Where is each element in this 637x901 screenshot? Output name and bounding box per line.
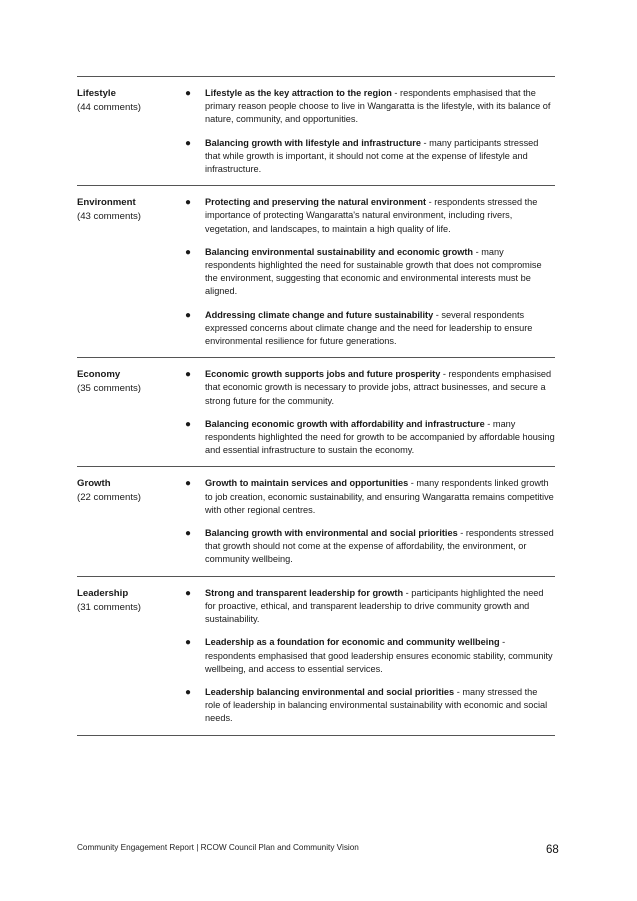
table-row [77, 358, 555, 467]
row-items [187, 196, 555, 348]
row-comment-count: (35 comments) [77, 383, 141, 395]
item-text: - respondents stressed the importance of protecting Wangaratta's natural environment, including rivers, vegetation, and landscapes, to maintain a high quality of life. [205, 197, 538, 234]
bullet-icon: ● [185, 369, 192, 381]
bullet-icon: ● [185, 637, 192, 649]
item-text: - several respondents expressed concerns about climate change and the need for leadership to ensure environmental resilience for future generations. [205, 309, 533, 347]
footer-text: Community Engagement Report | RCOW Council Plan and Community Vision [77, 843, 359, 852]
item-text: - respondents emphasised that economic growth is necessary to provide jobs, attract businesses, and secure a strong future for the community. [205, 369, 552, 406]
item-text: - respondents emphasised that the primary reason people choose to live in Wangaratta is the lifestyle, with its balance of nature, community, and opportunities. [205, 88, 551, 125]
row-comment-count: (44 comments) [77, 102, 141, 113]
item-text: - many respondents highlighted the need for sustainable growth that does not compromise the environment, suggesting that economic and environmental interests must be aligned. [205, 246, 542, 297]
item-heading: Balancing growth with lifestyle and infrastructure [205, 137, 421, 148]
bullet-icon: ● [185, 246, 192, 258]
list-item [187, 477, 555, 517]
item-text: - participants highlighted the need for proactive, ethical, and transparent leadership to drive community growth and sustainability. [205, 587, 544, 625]
row-title: Environment [77, 197, 136, 209]
item-heading: Protecting and preserving the natural environment [205, 197, 427, 208]
row-items [187, 368, 555, 457]
row-comment-count: (22 comments) [77, 492, 141, 504]
list-item [187, 418, 555, 458]
row-title: Economy [77, 369, 121, 381]
item-text: - respondents stressed that growth should not come at the expense of affordability, the environment, or community wellbeing. [205, 528, 554, 565]
item-heading: Lifestyle as the key attraction to the region [205, 88, 392, 98]
row-title: Growth [77, 478, 111, 490]
item-heading: Leadership balancing environmental and social priorities [205, 686, 455, 697]
item-heading: Leadership as a foundation for economic and community wellbeing [205, 637, 500, 648]
item-heading: Balancing economic growth with affordability and infrastructure [205, 418, 485, 429]
table-row [77, 577, 555, 736]
row-comment-count: (31 comments) [77, 601, 141, 613]
bullet-icon: ● [185, 686, 192, 698]
row-label [77, 368, 187, 457]
bullet-icon: ● [185, 528, 192, 540]
list-item [187, 686, 555, 726]
item-heading: Balancing environmental sustainability and economic growth [205, 246, 474, 257]
row-label [77, 196, 187, 348]
row-items [187, 587, 555, 726]
list-item [187, 137, 555, 177]
row-label [77, 87, 187, 176]
item-text: - respondents emphasised that good leadership ensures economic stability, community wellbeing, and access to essential services. [205, 637, 553, 674]
table-row [77, 77, 555, 186]
list-item [187, 309, 555, 349]
item-text: - many stressed the role of leadership in balancing environmental sustainability with economic and social needs. [205, 686, 548, 724]
item-text: - many respondents highlighted the need for growth to be accompanied by affordable housing and essential infrastructure to sustain the economy. [205, 418, 555, 456]
list-item [187, 246, 555, 299]
bullet-icon: ● [185, 587, 192, 599]
row-title: Lifestyle [77, 88, 116, 99]
item-heading: Strong and transparent leadership for growth [205, 587, 404, 598]
bullet-icon: ● [185, 88, 192, 99]
item-heading: Balancing growth with environmental and social priorities [205, 528, 458, 539]
bullet-icon: ● [185, 418, 192, 430]
item-heading: Economic growth supports jobs and future prosperity [205, 369, 441, 380]
bullet-icon: ● [185, 478, 192, 490]
table-row [77, 467, 555, 576]
row-title: Leadership [77, 587, 129, 599]
row-items [187, 87, 555, 176]
item-heading: Growth to maintain services and opportunities [205, 478, 409, 489]
list-item [187, 636, 555, 676]
item-heading: Addressing climate change and future sustainability [205, 309, 434, 320]
table-row [77, 186, 555, 358]
list-item [187, 196, 555, 236]
themes-table [77, 76, 555, 736]
list-item [187, 87, 555, 127]
item-text: - many participants stressed that while growth is important, it should not come at the expense of lifestyle and infrastructure. [205, 137, 539, 175]
bullet-icon: ● [185, 137, 192, 149]
row-label [77, 477, 187, 566]
bullet-icon: ● [185, 309, 192, 321]
row-label [77, 587, 187, 726]
row-items [187, 477, 555, 566]
page-number: 68 [546, 844, 559, 856]
bullet-icon: ● [185, 197, 192, 209]
list-item [187, 587, 555, 627]
list-item [187, 527, 555, 567]
item-text: - many respondents linked growth to job creation, economic sustainability, and ensuring Wangaratta remains competitive with other regional centres. [205, 478, 554, 515]
list-item [187, 368, 555, 408]
row-comment-count: (43 comments) [77, 211, 141, 223]
